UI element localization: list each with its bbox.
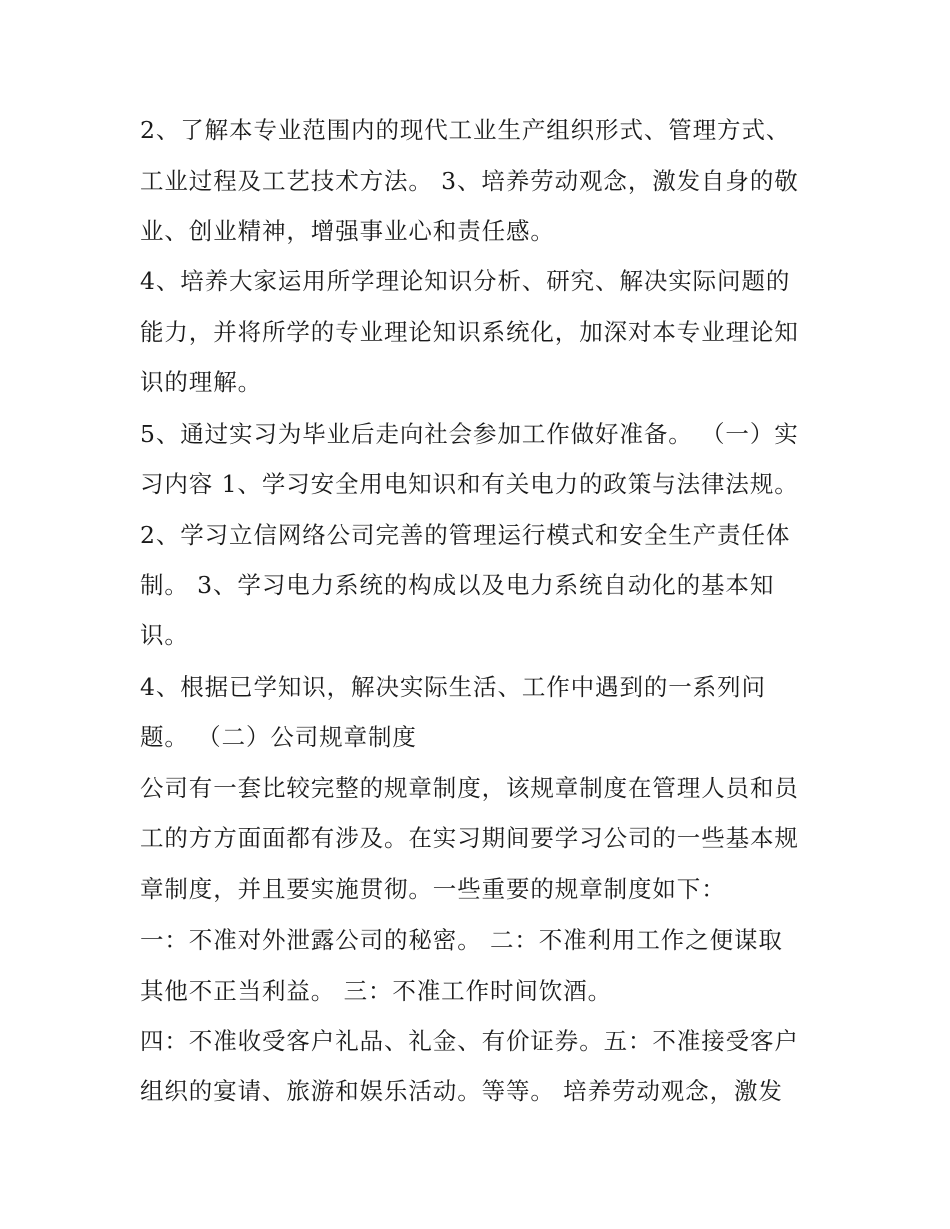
text-line: 一：不准对外泄露公司的秘密。 二：不准利用工作之便谋取 bbox=[140, 926, 783, 954]
text-line: 业、创业精神，增强事业心和责任感。 bbox=[140, 217, 555, 245]
text-line: 公司有一套比较完整的规章制度，该规章制度在管理人员和员 bbox=[140, 774, 799, 802]
text-line: 2、学习立信网络公司完善的管理运行模式和安全生产责任体 bbox=[140, 521, 791, 549]
text-line: 工业过程及工艺技术方法。 3、培养劳动观念，激发自身的敬 bbox=[140, 167, 799, 195]
text-line: 工的方方面面都有涉及。在实习期间要学习公司的一些基本规 bbox=[140, 824, 799, 852]
text-line: 习内容 1、学习安全用电知识和有关电力的政策与法律法规。 bbox=[140, 470, 799, 498]
text-line: 4、根据已学知识，解决实际生活、工作中遇到的一系列问 bbox=[140, 673, 766, 701]
text-line: 组织的宴请、旅游和娱乐活动。等等。 培养劳动观念，激发 bbox=[140, 1077, 783, 1105]
text-line: 章制度，并且要实施贯彻。一些重要的规章制度如下： bbox=[140, 875, 726, 903]
text-line: 5、通过实习为毕业后走向社会参加工作做好准备。 （一）实 bbox=[140, 420, 799, 448]
text-line: 4、培养大家运用所学理论知识分析、研究、解决实际问题的 bbox=[140, 267, 791, 295]
text-line: 制。 3、学习电力系统的构成以及电力系统自动化的基本知 bbox=[140, 571, 775, 599]
text-line: 2、了解本专业范围内的现代工业生产组织形式、管理方式、 bbox=[140, 116, 791, 144]
text-line: 其他不正当利益。 三：不准工作时间饮酒。 bbox=[140, 977, 612, 1005]
text-line: 四：不准收受客户礼品、礼金、有价证券。五：不准接受客户 bbox=[140, 1027, 799, 1055]
text-line: 题。 （二）公司规章制度 bbox=[140, 723, 417, 751]
text-line: 识。 bbox=[140, 621, 189, 649]
text-line: 能力，并将所学的专业理论知识系统化，加深对本专业理论知 bbox=[140, 318, 799, 346]
text-line: 识的理解。 bbox=[140, 368, 262, 396]
